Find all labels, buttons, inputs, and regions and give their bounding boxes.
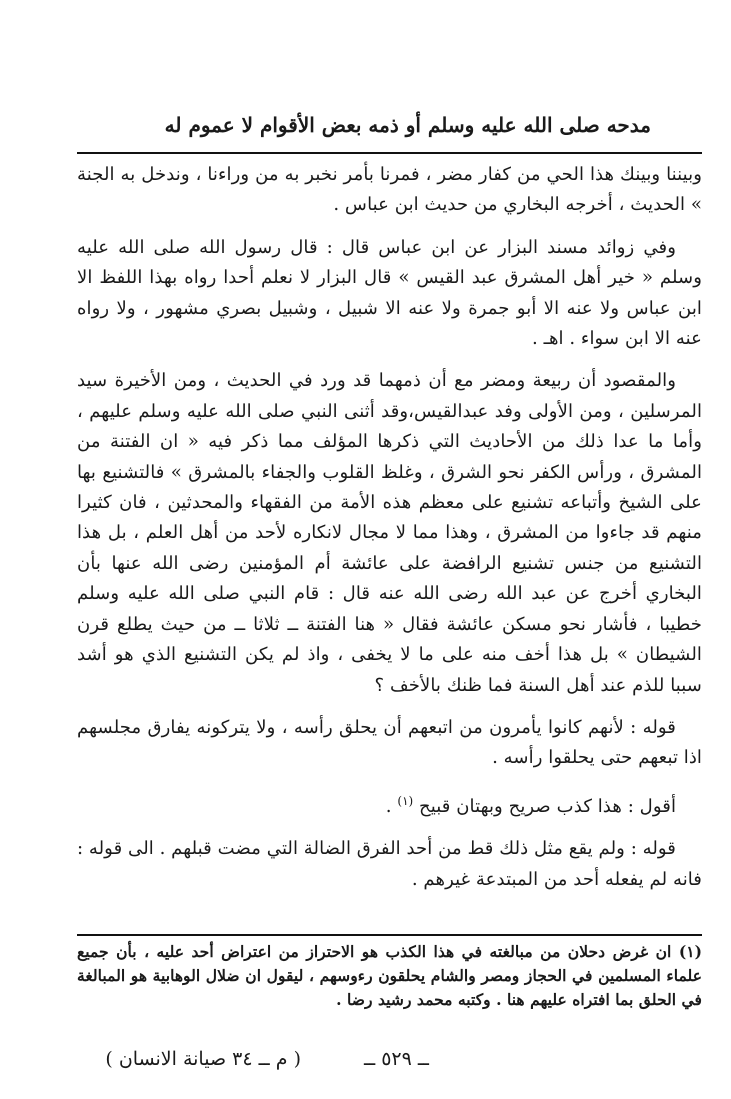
header-rule [77, 152, 702, 154]
paragraph-1: وبيننا وبينك هذا الحي من كفار مضر ، فمرنا بأمر نخبر به من وراءنا ، وندخل به الجنة » الحديث ، أخرجه البخاري من حديث ابن عباس . [77, 164, 702, 216]
paragraph-2: وفي زوائد مسند البزار عن ابن عباس قال : قال رسول الله صلى الله عليه وسلم « خير أهل المشرق عبد القيس » قال البزار لا نعلم أحدا رواه بهذا اللفظ الا ابن عباس ولا عنه الا أبو جمرة ولا عنه الا شبيل ، وشبيل بصري مشهور ، ولا رواه عنه الا ابن سواء . اهـ . [77, 236, 702, 350]
paragraph-5: قوله : ولم يقع مثل ذلك قط من أحد الفرق الضالة التي مضت قبلهم . الى قوله : فانه لم يفعله أحد من المبتدعة غيرهم . [76, 838, 702, 890]
main-text [77, 160, 702, 907]
reply-paragraph [77, 786, 702, 822]
reply-text: أقول : هذا كذب صريح وبهتان قبيح [419, 795, 676, 817]
page-number: ــ ٥٢٩ ــ [364, 1048, 429, 1070]
footnote-rule [77, 934, 702, 936]
paragraph-4: قوله : لأنهم كانوا يأمرون من اتبعهم أن يحلق رأسه ، ولا يتركونه يفارق مجلسهم اذا تبعهم حتى يحلقوا رأسه . [77, 716, 702, 769]
footnote: (١) ان غرض دحلان من مبالغته في هذا الكذب هو الاحتراز من اعتراض أحد عليه ، بأن جميع علماء المسلمين في الحجاز ومصر والشام يحلقون رءوسهم ، ليقول ان ضلال الوهابية هو المبالغة في الحلق بما افتراه عليهم هنا . وكتبه محمد رشيد رضا . [77, 942, 702, 1009]
paragraph-3: والمقصود أن ربيعة ومضر مع أن ذمهما قد ورد في الحديث ، ومن الأخيرة سيد المرسلين ، ومن الأولى وفد عبدالقيس،وقد أثنى النبي صلى الله عليه وسلم عليهم ، وأما ما عدا ذلك من الأحاديث التي ذكرها المؤلف مما ذكر فيه « ان الفتنة من المشرق ، ورأس الكفر نحو الشرق ، وغلظ القلوب والجفاء بالمشرق » فالتشنيع بها على الشيخ وأتباعه تشنيع على معظم هذه الأمة من الفقهاء والمحدثين ، فان كثيرا منهم قد جاءوا من المشرق ، وهذا مما لا مجال لانكاره لأحد من أهل العلم ، بل هذا التشنيع من جنس تشنيع الرافضة على عائشة أم المؤمنين رضى الله عنها بأن البخاري أخرج عن عبد الله رضى الله عنه قال : قام النبي صلى الله عليه وسلم خطيبا ، فأشار نحو مسكن عائشة فقال « هنا الفتنة ــ ثلاثا ــ من حيث يطلع قرن الشيطان » بل هذا أخف منه على ما لا يخفى ، واذ لم يكن التشنيع الذي هو أشد سببا للذم عند أهل السنة فما ظنك بالأخف ؟ [77, 370, 702, 696]
footnote-reference: (١) [397, 793, 414, 808]
signature-mark: ( م ــ ٣٤ صيانة الانسان ) [105, 1048, 301, 1070]
running-head: مدحه صلى الله عليه وسلم أو ذمه بعض الأقوام لا عموم له [164, 113, 651, 137]
reply-end: . [385, 795, 398, 817]
